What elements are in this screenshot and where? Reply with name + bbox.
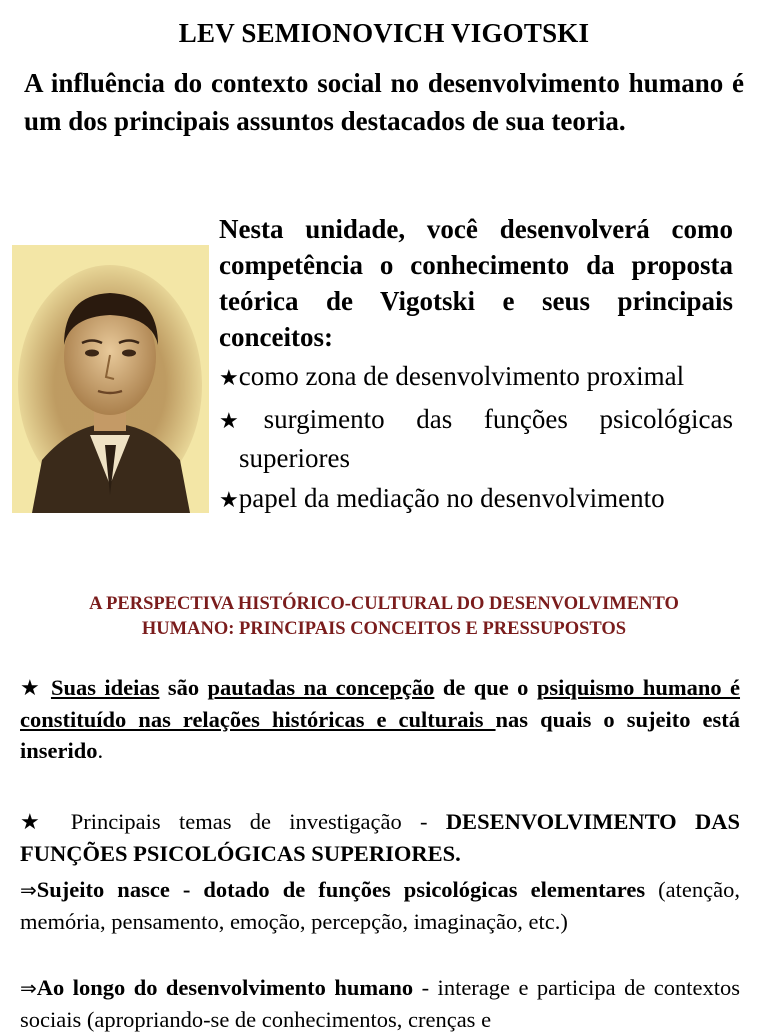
intro-paragraph: A influência do contexto social no desenvolvimento humano é um dos principais assuntos destacados de sua teoria. xyxy=(24,68,744,136)
double-arrow-icon: ⇒ xyxy=(20,878,37,902)
unit-lead-text: Nesta unidade, você desenvolverá como competência o conhecimento da proposta teórica de Vigotski e seus principais conceitos: xyxy=(219,214,733,352)
list-item-text: como zona de desenvolvimento proximal xyxy=(238,361,685,391)
themes-highlight: DESENVOLVIMENTO DAS FUNÇÕES PSICOLÓGICAS SUPERIORES. xyxy=(20,809,740,866)
section-heading-line-2: HUMANO: PRINCIPAIS CONCEITOS E PRESSUPOSTOS xyxy=(141,619,627,639)
page-title: LEV SEMIONOVICH VIGOTSKI xyxy=(178,18,590,48)
development-label: Ao longo do desenvolvimento humano xyxy=(36,975,414,1000)
text-fragment: - xyxy=(169,877,204,902)
themes-paragraph xyxy=(20,806,740,869)
star-icon: ★ xyxy=(219,488,239,513)
conception-label: pautadas na concepção xyxy=(207,675,435,700)
development-paragraph xyxy=(20,972,740,1035)
section-heading-line-1: A PERSPECTIVA HISTÓRICO-CULTURAL DO DESENVOLVIMENTO xyxy=(89,594,679,614)
text-fragment: são xyxy=(159,675,208,700)
ideas-label: Suas ideias xyxy=(50,675,160,700)
star-icon: ★ xyxy=(219,366,239,391)
text-fragment: nas quais o sujeito está inserido xyxy=(20,707,740,763)
list-item xyxy=(219,358,733,397)
list-item xyxy=(219,480,733,519)
birth-label: Sujeito nasce xyxy=(36,877,170,902)
star-icon: ★ xyxy=(20,810,53,835)
star-icon: ★ xyxy=(20,676,43,701)
list-item xyxy=(219,401,733,476)
birth-paragraph xyxy=(20,874,740,937)
ideas-paragraph xyxy=(20,672,740,766)
elementary-functions-label: dotado de funções psicológicas elementares xyxy=(203,877,646,902)
concepts-list xyxy=(219,358,733,519)
text-fragment: de que o xyxy=(434,675,537,700)
psychism-label: psiquismo humano é constituído nas relações históricas e culturais xyxy=(20,675,741,732)
star-icon: ★ xyxy=(219,409,264,434)
text-fragment: - interage e participa de contextos sociais (apropriando-se de conhecimentos, crenças e xyxy=(20,975,741,1032)
section-heading xyxy=(0,592,768,642)
unit-objectives xyxy=(219,211,733,523)
vigotski-portrait xyxy=(12,245,209,513)
themes-label: Principais temas de investigação - xyxy=(70,809,446,834)
text-fragment: . xyxy=(97,738,104,763)
list-item-text: surgimento das funções psicológicas superiores xyxy=(239,404,733,473)
text-fragment: (atenção, memória, pensamento, emoção, percepção, imaginação, etc.) xyxy=(20,877,740,934)
double-arrow-icon: ⇒ xyxy=(20,976,37,1000)
list-item-text: papel da mediação no desenvolvimento xyxy=(238,483,665,513)
